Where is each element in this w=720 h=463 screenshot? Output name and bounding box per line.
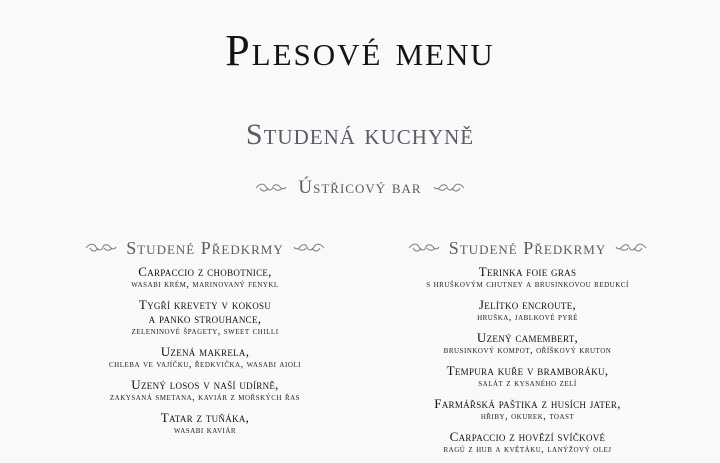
- dish-description: hřiby, okurek, toast: [480, 411, 575, 422]
- flourish-left-icon: [84, 241, 118, 255]
- menu-item: [60, 265, 350, 291]
- column-header-label: Studené Předkrmy: [448, 238, 607, 258]
- flourish-left-icon: [254, 181, 288, 195]
- dish-name: Jelítko encroute,: [478, 297, 577, 312]
- dish-name: Farmářská paštika z husích jater,: [434, 396, 621, 411]
- column-header: [375, 237, 680, 259]
- dish-name: Uzená makrela,: [160, 344, 250, 359]
- menu-item: [60, 298, 350, 338]
- dish-name: Tatar z tuňáka,: [160, 410, 250, 425]
- dish-name-line2: a panko strouhance,: [148, 311, 262, 326]
- menu-item: [375, 364, 680, 390]
- subsection-heading: [0, 177, 720, 199]
- dish-name: Uzený losos v naší udírně,: [131, 377, 279, 392]
- flourish-right-icon: [614, 241, 648, 255]
- flourish-right-icon: [292, 241, 326, 255]
- page-title: Plesové menu: [225, 26, 495, 75]
- menu-item: [60, 411, 350, 437]
- menu-columns: [60, 237, 680, 463]
- menu-item: [375, 331, 680, 357]
- dish-description: salát z kysaného zelí: [478, 378, 577, 389]
- menu-column-right: [375, 237, 680, 463]
- dish-description: brusinkový kompot, oříškový kruton: [443, 345, 612, 356]
- dish-name: Carpaccio z chobotnice,: [138, 264, 272, 279]
- dish-description: zakysaná smetana, kaviár z mořských řas: [109, 392, 301, 403]
- menu-item: [375, 397, 680, 423]
- menu-item: [375, 265, 680, 291]
- dish-description: wasabi kaviár: [173, 425, 237, 436]
- dish-name: Carpaccio z hovězí svíčkové: [449, 429, 606, 444]
- menu-column-left: [60, 237, 350, 463]
- column-header-label: Studené Předkrmy: [126, 238, 284, 258]
- dish-description: ragú z hub a květáku, lanýžový olej: [443, 444, 612, 455]
- flourish-right-icon: [432, 181, 466, 195]
- menu-item: [60, 378, 350, 404]
- dish-name: Terinka foie gras: [478, 264, 577, 279]
- section-title: Studená kuchyně: [245, 118, 475, 151]
- subsection-label: Ústřicový bar: [298, 177, 422, 198]
- dish-name: Tygří krevety v kokosu: [138, 297, 272, 312]
- menu-item: [375, 298, 680, 324]
- dish-description: s hruškovým chutney a brusinkovou redukcí: [426, 279, 629, 290]
- dish-name: Uzený camembert,: [476, 330, 579, 345]
- dish-description: chleba ve vajíčku, ředkvička, wasabi aioli: [109, 359, 301, 370]
- menu-item: [60, 345, 350, 371]
- menu-item: [375, 430, 680, 456]
- dish-name: Tempura kuře v bramboráku,: [446, 363, 609, 378]
- dish-description: wasabi krém, marinovaný fenykl: [131, 279, 279, 290]
- flourish-left-icon: [407, 241, 441, 255]
- dish-description: hruška, jablkové pyré: [477, 312, 578, 323]
- dish-description: zeleninové špagety, sweet chilli: [131, 326, 279, 337]
- column-header: [60, 237, 350, 259]
